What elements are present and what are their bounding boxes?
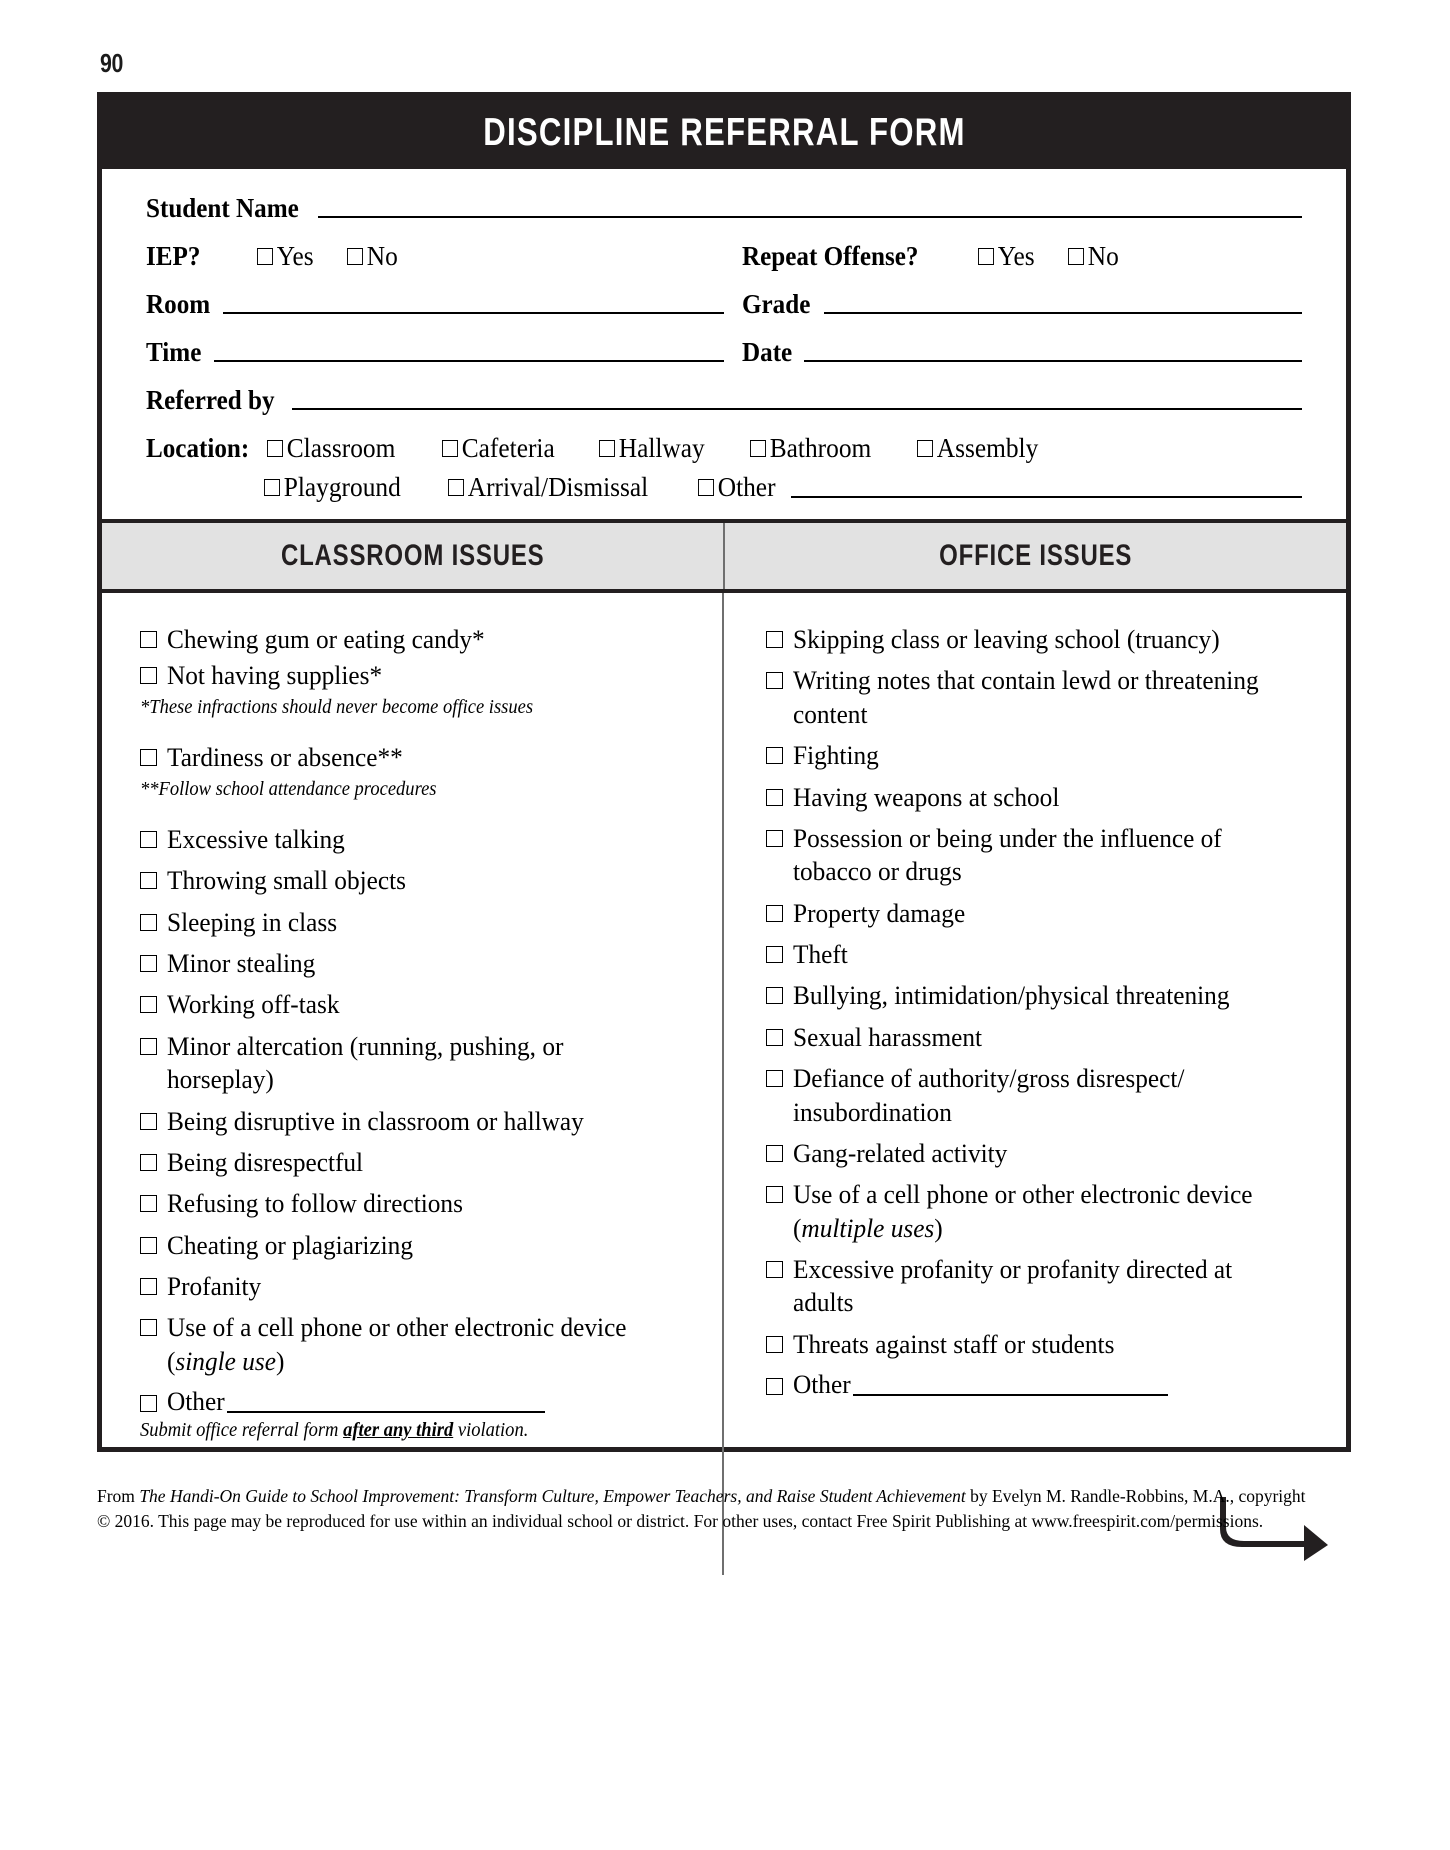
time-label: Time: [146, 337, 202, 367]
iep-no-choice[interactable]: [347, 243, 398, 270]
classroom-issues-header-cell: [102, 523, 725, 589]
iep-group: [146, 243, 724, 270]
checkbox-icon[interactable]: [140, 1319, 157, 1336]
list-item[interactable]: [140, 623, 696, 656]
list-item[interactable]: [140, 741, 696, 774]
list-item[interactable]: [766, 739, 1320, 772]
checkbox-icon[interactable]: [766, 1029, 783, 1046]
location-label: Location:: [146, 433, 250, 463]
footer-credit: [97, 1484, 1353, 1535]
list-item[interactable]: [766, 1137, 1320, 1170]
list-item[interactable]: [766, 822, 1320, 889]
checkbox-icon[interactable]: [766, 1378, 783, 1395]
checkbox-icon[interactable]: [766, 905, 783, 922]
list-item-label: Sexual harassment: [793, 1021, 983, 1052]
checkbox-icon[interactable]: [140, 749, 157, 766]
checkbox-icon[interactable]: [140, 955, 157, 972]
location-option-other[interactable]: [698, 474, 776, 501]
list-item[interactable]: [766, 897, 1320, 930]
list-item[interactable]: [140, 1187, 696, 1220]
referred-by-input[interactable]: [292, 407, 1302, 410]
list-item[interactable]: [766, 1253, 1320, 1320]
repeat-no-choice[interactable]: [1068, 243, 1119, 270]
office-issues-header-cell: [725, 523, 1346, 589]
checkbox-icon[interactable]: [347, 248, 363, 265]
location-option-label: Other: [718, 472, 777, 502]
date-label: Date: [742, 337, 793, 367]
list-item[interactable]: [140, 864, 696, 897]
checkbox-icon[interactable]: [917, 440, 933, 457]
list-item[interactable]: [140, 1105, 696, 1138]
checkbox-icon[interactable]: [766, 789, 783, 806]
form-title-bar: [102, 97, 1346, 169]
list-item-label: Skipping class or leaving school (truancy): [793, 624, 1220, 654]
list-item-label: Chewing gum or eating candy*: [167, 624, 485, 654]
classroom-issues-column: [102, 593, 724, 1575]
list-item-label: Having weapons at school: [793, 781, 1060, 812]
location-option-label: Classroom: [286, 433, 396, 463]
room-grade-row: [146, 291, 1302, 318]
referred-by-row: [146, 387, 1302, 414]
list-item-label: Defiance of authority/gross disrespect/ insubordination: [793, 1063, 1185, 1127]
location-option-classroom[interactable]: [267, 435, 395, 462]
list-item-label: Bullying, intimidation/physical threatening: [793, 980, 1230, 1011]
location-option-playground[interactable]: [264, 474, 401, 501]
location-option-bathroom[interactable]: [750, 435, 871, 462]
checkbox-icon[interactable]: [766, 631, 783, 648]
grade-label: Grade: [742, 289, 811, 319]
repeat-no-label: No: [1087, 241, 1119, 271]
list-item[interactable]: [766, 1021, 1320, 1054]
list-item-label: Excessive talking: [167, 823, 345, 854]
list-item[interactable]: [140, 906, 696, 939]
student-name-row: [146, 195, 1302, 222]
classroom-other-row[interactable]: [140, 1386, 696, 1417]
list-item[interactable]: [766, 664, 1320, 731]
student-name-label: Student Name: [146, 193, 299, 223]
list-item-label: Working off-task: [167, 989, 340, 1020]
room-input[interactable]: [223, 311, 724, 314]
checkbox-icon[interactable]: [140, 872, 157, 889]
classroom-submit-note: Submit office referral form after any third violation.: [140, 1420, 529, 1442]
referred-by-label: Referred by: [146, 385, 275, 415]
list-item-cell-phone[interactable]: [140, 1311, 696, 1378]
page-number: 90: [100, 48, 123, 78]
footer-line-1: From The Handi-On Guide to School Improvement: Transform Culture, Empower Teachers, and Raise Student Achievement by Evelyn M. Randle-Robbins, M.A., copyright: [97, 1486, 1306, 1506]
time-date-row: [146, 339, 1302, 366]
checkbox-icon[interactable]: [140, 1038, 157, 1055]
list-item[interactable]: [766, 1328, 1320, 1361]
list-item-label: Fighting: [793, 740, 879, 771]
checkbox-icon[interactable]: [140, 1113, 157, 1130]
time-input[interactable]: [214, 359, 725, 362]
list-item-label: Profanity: [167, 1271, 262, 1302]
list-item-label: Being disrespectful: [167, 1146, 364, 1177]
list-item-label: Threats against staff or students: [793, 1328, 1115, 1359]
checkbox-icon[interactable]: [267, 440, 283, 457]
location-option-arrival-dismissal[interactable]: [448, 474, 648, 501]
checkbox-icon[interactable]: [264, 479, 280, 496]
location-option-label: Bathroom: [769, 433, 872, 463]
checkbox-icon[interactable]: [140, 1154, 157, 1171]
checkbox-icon[interactable]: [140, 1278, 157, 1295]
classroom-issues-heading: CLASSROOM ISSUES: [280, 539, 545, 572]
location-option-label: Cafeteria: [461, 433, 555, 463]
grade-group: [724, 291, 1302, 318]
list-item-label: Cheating or plagiarizing: [167, 1229, 413, 1260]
list-item[interactable]: [140, 823, 696, 856]
checkbox-icon[interactable]: [140, 631, 157, 648]
list-item-label: Not having supplies*: [167, 660, 383, 691]
list-item-cell-phone[interactable]: [766, 1178, 1320, 1245]
location-option-label: Arrival/Dismissal: [467, 472, 648, 502]
location-option-label: Playground: [283, 472, 401, 502]
issues-body: [102, 593, 1346, 1575]
office-issues-heading: OFFICE ISSUES: [938, 539, 1133, 572]
checkbox-icon[interactable]: [766, 1186, 783, 1203]
iep-repeat-row: [146, 243, 1302, 270]
list-item[interactable]: [140, 947, 696, 980]
list-item-label: Excessive profanity or profanity directed at adults: [793, 1254, 1233, 1318]
list-item-label: Property damage: [793, 897, 966, 928]
date-input[interactable]: [804, 359, 1302, 362]
checkbox-icon[interactable]: [140, 996, 157, 1013]
room-label: Room: [146, 289, 211, 319]
list-item[interactable]: [140, 1030, 696, 1097]
checkbox-icon[interactable]: [599, 440, 615, 457]
list-item[interactable]: [766, 938, 1320, 971]
iep-yes-label: Yes: [276, 241, 314, 271]
checkbox-icon[interactable]: [1068, 248, 1084, 265]
office-other-input[interactable]: [853, 1393, 1168, 1396]
classroom-other-label: Other: [167, 1386, 225, 1417]
checkbox-icon[interactable]: [140, 1237, 157, 1254]
location-row-2: [146, 474, 1302, 501]
footer-line-2: © 2016. This page may be reproduced for use within an individual school or district. For other uses, contact Free Spirit Publishing at www.freespirit.com/permissions.: [97, 1511, 1264, 1532]
checkbox-icon[interactable]: [698, 479, 714, 496]
checkbox-icon[interactable]: [766, 672, 783, 689]
iep-yes-choice[interactable]: [257, 243, 314, 270]
list-item[interactable]: [766, 781, 1320, 814]
checkbox-icon[interactable]: [448, 479, 464, 496]
list-item-label: Throwing small objects: [167, 865, 406, 896]
list-item-label: Writing notes that contain lewd or threatening content: [793, 665, 1259, 729]
list-item-label: Being disruptive in classroom or hallway: [167, 1105, 584, 1136]
list-item[interactable]: [140, 1229, 696, 1262]
location-option-label: Assembly: [936, 433, 1039, 463]
iep-label: IEP?: [146, 241, 201, 271]
list-item-label: Minor altercation (running, pushing, or horseplay): [167, 1030, 564, 1095]
list-item[interactable]: [140, 1146, 696, 1179]
date-group: [724, 339, 1302, 366]
grade-input[interactable]: [824, 311, 1303, 314]
location-option-cafeteria[interactable]: [442, 435, 555, 462]
classroom-other-input[interactable]: [227, 1410, 545, 1413]
issues-section-headers: [102, 523, 1346, 593]
list-item[interactable]: [766, 1062, 1320, 1129]
checkbox-icon[interactable]: [140, 1195, 157, 1212]
time-group: [146, 339, 724, 366]
checkbox-icon[interactable]: [750, 440, 766, 457]
checkbox-icon[interactable]: [766, 747, 783, 764]
location-row-1: [146, 435, 1302, 462]
repeat-offense-label: Repeat Offense?: [742, 241, 919, 271]
discipline-referral-form: [97, 92, 1351, 1452]
checkbox-icon[interactable]: [766, 1145, 783, 1162]
list-item-label: Theft: [793, 939, 848, 969]
list-item[interactable]: [766, 979, 1320, 1012]
checkbox-icon[interactable]: [257, 248, 273, 265]
list-item-label: Use of a cell phone or other electronic device (single use): [167, 1312, 627, 1376]
location-option-assembly[interactable]: [917, 435, 1038, 462]
list-item[interactable]: [140, 659, 696, 692]
room-group: [146, 291, 724, 318]
list-item-label: Gang-related activity: [793, 1137, 1008, 1168]
checkbox-icon[interactable]: [766, 1261, 783, 1278]
checkbox-icon[interactable]: [442, 440, 458, 457]
checkbox-icon[interactable]: [140, 914, 157, 931]
student-info-section: [102, 169, 1346, 519]
list-item[interactable]: [766, 623, 1320, 656]
checkbox-icon[interactable]: [140, 831, 157, 848]
checkbox-icon[interactable]: [766, 987, 783, 1004]
list-item-label: Tardiness or absence**: [167, 742, 403, 773]
checkbox-icon[interactable]: [766, 946, 783, 963]
list-item-label: Sleeping in class: [167, 906, 338, 937]
list-item[interactable]: [140, 988, 696, 1021]
repeat-offense-group: [724, 243, 1302, 270]
checkbox-icon[interactable]: [140, 667, 157, 684]
repeat-yes-choice[interactable]: [978, 243, 1035, 270]
student-name-input[interactable]: [318, 215, 1302, 218]
classroom-footnote-two: **Follow school attendance procedures: [140, 778, 437, 800]
office-other-label: Other: [793, 1369, 851, 1400]
list-item-label: Refusing to follow directions: [167, 1188, 463, 1219]
location-option-hallway[interactable]: [599, 435, 705, 462]
iep-no-label: No: [366, 241, 398, 271]
classroom-footnote-one: *These infractions should never become office issues: [140, 696, 534, 718]
form-title: DISCIPLINE REFERRAL FORM: [482, 111, 966, 154]
office-other-row[interactable]: [766, 1369, 1320, 1400]
location-option-label: Hallway: [619, 433, 706, 463]
office-issues-column: [724, 593, 1346, 1575]
repeat-yes-label: Yes: [997, 241, 1035, 271]
list-item[interactable]: [140, 1270, 696, 1303]
checkbox-icon[interactable]: [766, 1070, 783, 1087]
checkbox-icon[interactable]: [766, 830, 783, 847]
checkbox-icon[interactable]: [140, 1395, 157, 1412]
list-item-label: Minor stealing: [167, 948, 316, 979]
location-other-input[interactable]: [791, 495, 1302, 498]
checkbox-icon[interactable]: [978, 248, 994, 265]
checkbox-icon[interactable]: [766, 1336, 783, 1353]
list-item-label: Use of a cell phone or other electronic device (multiple uses): [793, 1179, 1253, 1243]
list-item-label: Possession or being under the influence of tobacco or drugs: [793, 822, 1222, 887]
